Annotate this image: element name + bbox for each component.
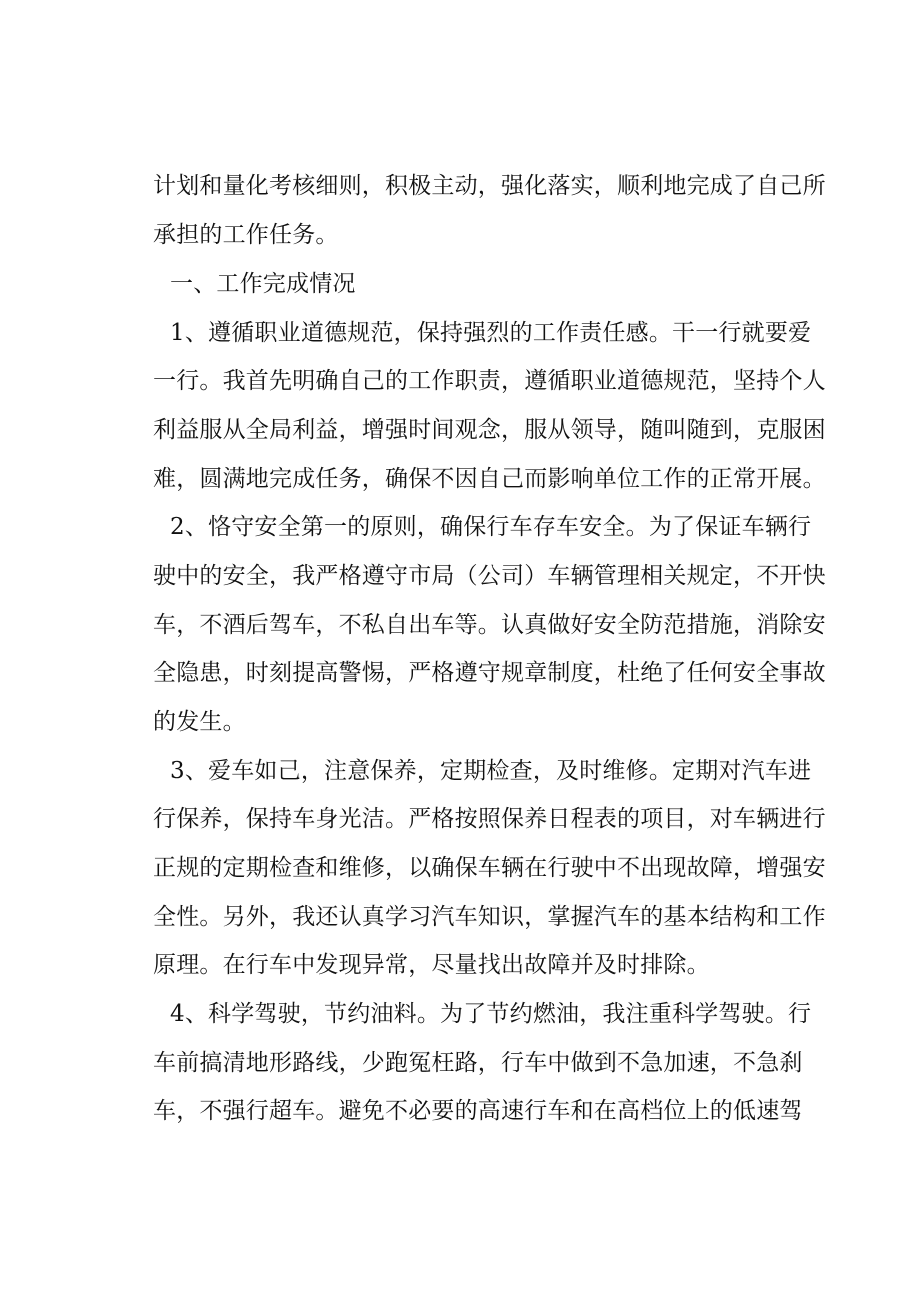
section-heading: 一、工作完成情况: [170, 271, 356, 297]
body-line-11: 的发生。: [153, 709, 246, 735]
body-line-12: 3、爱车如己，注意保养，定期检查，及时维修。定期对汽车进: [170, 758, 812, 784]
body-line-9: 车，不酒后驾车，不私自出车等。认真做好安全防范措施，消除安: [153, 612, 826, 638]
body-line-1: 计划和量化考核细则，积极主动，强化落实，顺利地完成了自己所: [153, 173, 826, 199]
body-line-2: 承担的工作任务。: [153, 222, 339, 248]
body-line-10: 全隐患，时刻提高警惕，严格遵守规章制度，杜绝了任何安全事故: [153, 660, 826, 686]
body-line-13: 行保养，保持车身光洁。严格按照保养日程表的项目，对车辆进行: [153, 806, 826, 832]
body-line-3: 1、遵循职业道德规范，保持强烈的工作责任感。干一行就要爱: [170, 320, 812, 346]
body-line-8: 驶中的安全，我严格遵守市局（公司）车辆管理相关规定，不开快: [153, 563, 826, 589]
body-line-6: 难，圆满地完成任务，确保不因自己而影响单位工作的正常开展。: [153, 466, 826, 492]
body-line-4: 一行。我首先明确自己的工作职责，遵循职业道德规范，坚持个人: [153, 368, 826, 394]
body-line-5: 利益服从全局利益，增强时间观念，服从领导，随叫随到，克服困: [153, 417, 826, 443]
body-line-17: 4、科学驾驶，节约油料。为了节约燃油，我注重科学驾驶。行: [170, 1001, 812, 1027]
body-line-14: 正规的定期检查和维修，以确保车辆在行驶中不出现故障，增强安: [153, 855, 826, 881]
body-line-16: 原理。在行车中发现异常，尽量找出故障并及时排除。: [153, 952, 710, 978]
body-line-7: 2、恪守安全第一的原则，确保行车存车安全。为了保证车辆行: [170, 514, 812, 540]
body-line-15: 全性。另外，我还认真学习汽车知识，掌握汽车的基本结构和工作: [153, 904, 826, 930]
body-line-18: 车前搞清地形路线，少跑冤枉路，行车中做到不急加速，不急刹: [153, 1050, 803, 1076]
body-line-19: 车，不强行超车。避免不必要的高速行车和在高档位上的低速驾: [153, 1098, 803, 1124]
